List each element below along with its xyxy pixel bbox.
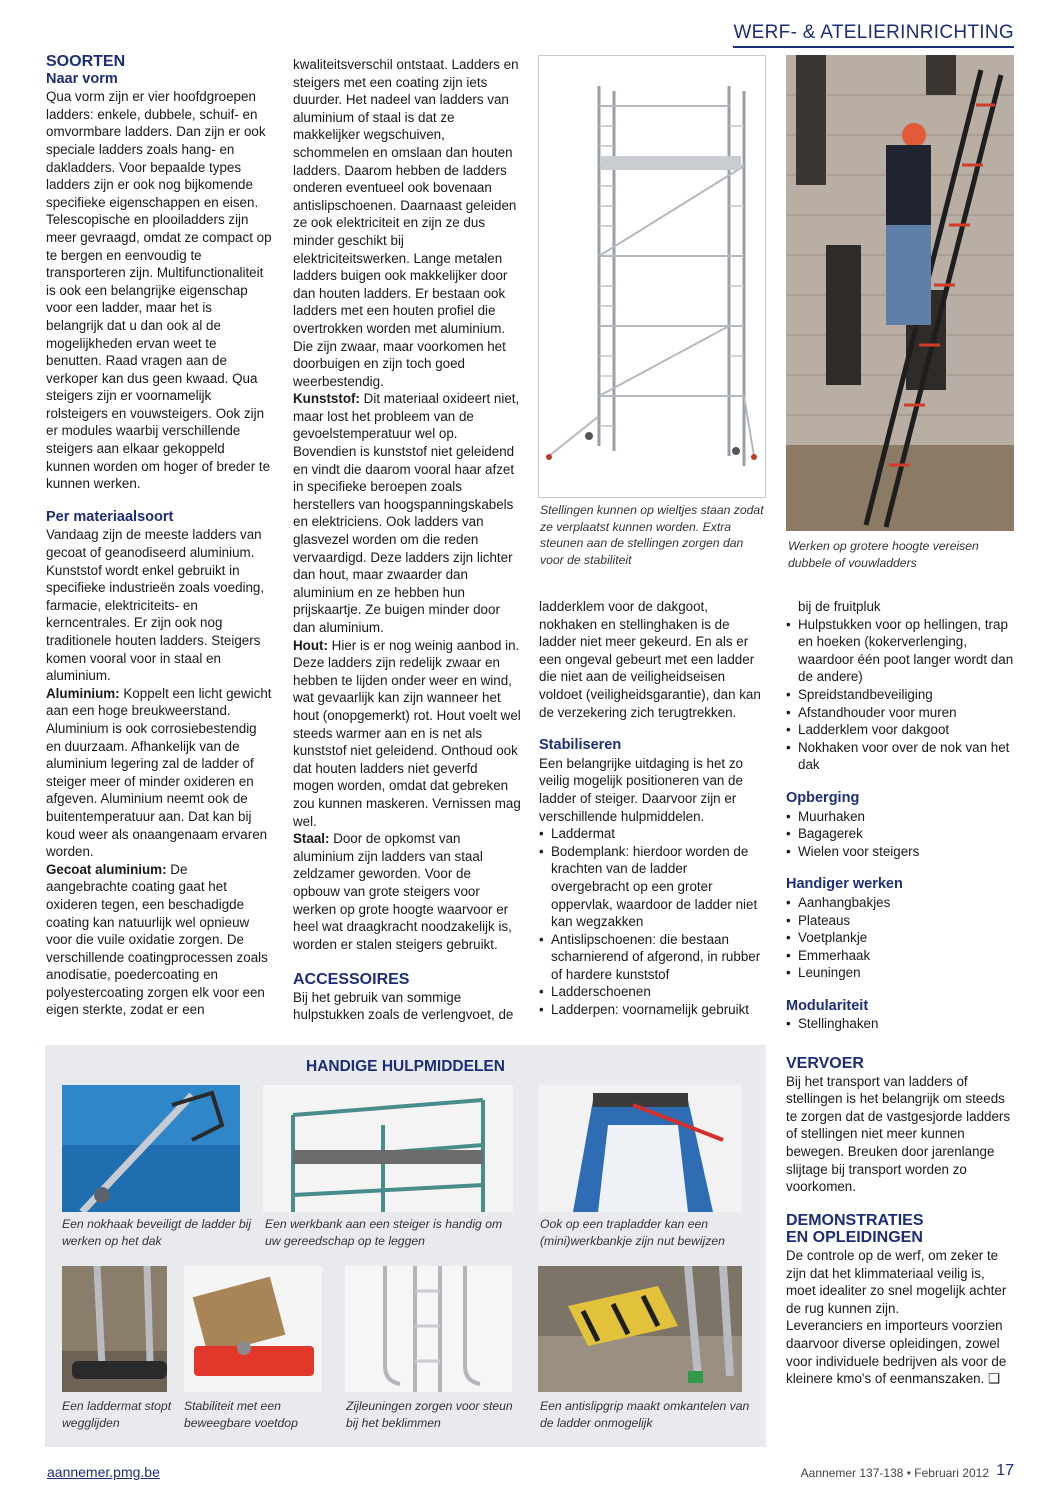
list-continuation: bij de fruitpluk (798, 599, 881, 614)
subheading-handiger-werken: Handiger werken (786, 876, 903, 893)
photo-trapladder-werkbankje (538, 1085, 742, 1212)
paragraph-kunststof (293, 390, 521, 636)
paragraph-vervoer: Bij het transport van ladders of stellingen is het belangrijk om steeds te zorgen dat de vastgesjorde ladders of stellingen niet meer kunnen bewegen. Breuken door jarenlange slijtage bij transport worden zo voorkomen. (786, 1073, 1011, 1195)
caption-nokhaak: Een nokhaak beveiligt de ladder bij werken op het dak (62, 1217, 252, 1248)
caption-zijleuningen: Zijleuningen zorgen voor steun bij het beklimmen (346, 1399, 513, 1430)
lead-hout: Hout: (293, 637, 328, 653)
caption-worker-ladder: Werken op grotere hoogte vereisen dubbele of vouwladders (788, 539, 979, 570)
list-accessoires (786, 616, 1014, 774)
subheading-opberging: Opberging (786, 789, 860, 806)
running-header: WERF- & ATELIERINRICHTING (733, 22, 1014, 48)
column-4 (786, 598, 1014, 1388)
text-staal: Door de opkomst van aluminium zijn ladders van staal zeldzamer geworden. Voor de opbouw van grote steigers voor werken op grote hoogte waarvoor er heel wat draagkracht noodzakelijk is, worden er stalen steigers gebruikt. (293, 831, 512, 952)
paragraph-accessoires: Bij het gebruik van sommige hulpstukken zoals de verlengvoet, de (293, 989, 514, 1023)
lead-staal: Staal: (293, 831, 330, 847)
list-item: • Afstandhouder voor muren (786, 704, 1014, 722)
paragraph-ladderklem: ladderklem voor de dakgoot, nokhaken en stellinghaken is de ladder niet meer gekeurd. En als er een ongeval gebeurt met een ladder die niet aan de veiligheidseisen voldoet (veiligheidsgarantie), dan kan de verzekering zich terugtrekken. (539, 599, 761, 720)
list-item: • Ladderschoenen (539, 983, 765, 1001)
column-3 (539, 598, 765, 1019)
list-modulariteit (786, 1015, 1014, 1033)
list-item: • Emmerhaak (786, 947, 1014, 965)
text-kunststof: Dit materiaal oxideert niet, maar lost het probleem van de gevoelstemperatuur wel op. Bovendien is kunststof niet geleidend en vindt die daarom vooral haar afzet in specifieke beroepen zoals herstellers van hoogspanningskabels en elektriciens. Ook ladders van glasvezel worden om die reden vervaardigd. Deze ladders zijn lichter dan hout, maar zwaarder dan aluminium en ze hebben hun prijskaartje. Ze buigen minder door dan aluminium. (293, 391, 520, 635)
list-item: • Wielen voor steigers (786, 843, 1014, 861)
text-hout: Hier is er nog weinig aanbod in. Deze ladders zijn redelijk zwaar en hebben te lijden onder weer en wind, wat gevaarlijk kan zijn wanneer het hout (onopgemerkt) rot. Hout voelt wel steeds warmer aan en is net als kunststof niet geleidend. Onthoud ook dat houten ladders niet geverfd mogen worden, omdat dat gebreken zou kunnen maskeren. Vernissen mag wel. (293, 637, 521, 829)
list-item: • Nokhaken voor over de nok van het dak (786, 739, 1014, 774)
caption-antislipgrip: Een antislipgrip maakt omkantelen van de ladder onmogelijk (540, 1399, 750, 1430)
list-item: • Ladderklem voor dakgoot (786, 721, 1014, 739)
paragraph-aluminium (46, 685, 272, 861)
photo-laddermat (62, 1266, 167, 1392)
list-handiger-werken (786, 894, 1014, 982)
photo-antislipgrip (538, 1266, 742, 1392)
list-item: • Stellinghaken (786, 1015, 1014, 1033)
paragraph-naar-vorm: Qua vorm zijn er vier hoofdgroepen ladders: enkele, dubbele, schuif- en omvormbare ladders. Dan zijn er ook speciale ladders zoals hang- en dakladders. Voor bepaalde types ladders zijn er ook nog bijkomende specifieke eigenschappen en eisen. Telescopische en plooiladders zijn meer gevraagd, omdat ze compact op te bergen en eenvoudig te transporteren zijn. Multifunctionaliteit is ook een belangrijke eigenschap voor een ladder, maar het is belangrijk dat u dan ook al de mogelijkheden ervan weet te benutten. Raad vragen aan de verkoper kan dus geen kwaad. Qua steigers zijn er voornamelijk rolsteigers en vouwsteigers. Ook zijn er modules waarbij verschillende steigers aan elkaar gekoppeld kunnen worden om hoger of breder te kunnen werken. (46, 89, 272, 492)
section-title-accessoires: ACCESSOIRES (293, 971, 410, 989)
caption-trapladder: Ook op een trapladder kan een (mini)werkbankje zijn nut bewijzen (540, 1217, 725, 1248)
text-gecoat-aluminium: De aangebrachte coating gaat het oxideren tegen, een beschadigde coating kan natuurlijk wel opnieuw voor die vuile oxidatie zorgen. De verschillende coatingprocessen zoals anodisatie, poedercoating en polyestercoating zorgen elk voor een eigen sterkte, zodat er een (46, 861, 268, 1018)
caption-werkbank: Een werkbank aan een steiger is handig om uw gereedschap op te leggen (265, 1217, 503, 1248)
page-number: 17 (996, 1462, 1014, 1479)
end-mark-icon: ❑ (988, 1371, 1001, 1387)
list-item: • Leuningen (786, 964, 1014, 982)
lead-aluminium: Aluminium: (46, 685, 120, 701)
footer-website-link[interactable]: aannemer.pmg.be (47, 1464, 160, 1480)
list-item: • Antislipschoenen: die bestaan scharnierend of afgerond, in rubber of hardere kunststof (539, 931, 765, 984)
list-item: • Laddermat (539, 825, 765, 843)
photo-scaffold-tower (538, 55, 766, 498)
column-2 (293, 56, 521, 1024)
list-item: • Plateaus (786, 912, 1014, 930)
paragraph-hout (293, 637, 521, 831)
list-item: • Bodemplank: hierdoor worden de krachten van de ladder overgebracht op een groter oppervlak, waardoor de ladder niet kan wegzakken (539, 843, 765, 931)
paragraph-per-materiaalsoort: Vandaag zijn de meeste ladders van gecoat of geanodiseerd aluminium. Kunststof wordt enkel gebruikt in specifieke industrieën zoals voeding, farmacie, elektriciteits- en kerncentrales. Er zijn ook nog traditionele houten ladders. Steigers komen vooral voor in staal en aluminium. (46, 527, 265, 684)
text-aluminium: Koppelt een licht gewicht aan een hoge breukweerstand. Aluminium is ook corrosiebestendig en duurzaam. Afhankelijk van de aluminium legering zal de ladder of steiger meer of minder oxideren en afgeven. Aluminium neemt ook de buitentemperatuur aan. Dat kan bij koud weer als onaangenaam ervaren worden. (46, 685, 272, 860)
lead-gecoat-aluminium: Gecoat aluminium: (46, 861, 167, 877)
subheading-modulariteit: Modulariteit (786, 997, 869, 1014)
list-stabiliseren (539, 825, 765, 1019)
list-item: • Aanhangbakjes (786, 894, 1014, 912)
list-item: • Bagagerek (786, 825, 1014, 843)
footer-issue-info: Aannemer 137-138 • Februari 2012 (800, 1466, 989, 1480)
paragraph-stabiliseren: Een belangrijke uitdaging is het zo veilig mogelijk positioneren van de ladder of steiger. Daarvoor zijn er verschillende hulpmiddelen. (539, 755, 743, 824)
subheading-stabiliseren: Stabiliseren (539, 737, 622, 754)
subheading-per-materiaalsoort: Per materiaalsoort (46, 508, 174, 525)
list-item: • Hulpstukken voor op hellingen, trap en hoeken (kokerverlenging, waardoor één poot langer wordt dan de andere) (786, 616, 1014, 686)
box-title: HANDIGE HULPMIDDELEN (306, 1058, 505, 1075)
photo-zijleuningen (345, 1266, 512, 1392)
paragraph-coating-continued: kwaliteitsverschil ontstaat. Ladders en steigers met een coating zijn iets duurder. Het nadeel van ladders van aluminium of staal is dat ze makkelijker wegschuiven, schommelen en omslaan dan houten ladders. Daarom hebben de ladders onderen eventueel ook bovenaan antislipschoenen. Daarnaast geleiden ze ook elektriciteit en zijn ze dus minder geschikt bij elektriciteitswerken. Lange metalen ladders buigen ook makkelijker door dan houten ladders. Er bestaan ook ladders met een houten profiel die overtrokken worden met aluminium. Die zijn zwaar, maar voorkomen het doorbuigen en zijn toch goed weerbestendig. (293, 57, 519, 389)
list-item: • Spreidstandbeveiliging (786, 686, 1014, 704)
caption-laddermat: Een laddermat stopt wegglijden (62, 1399, 172, 1430)
section-title-vervoer: VERVOER (786, 1055, 864, 1073)
paragraph-demonstraties-2: Leveranciers en importeurs voorzien daarvoor diverse opleidingen, zowel voor individuele bedrijven als voor de kleinere kmo's of eenmanszaken. ❑ (786, 1318, 1007, 1387)
subheading-naar-vorm: Naar vorm (46, 70, 118, 87)
column-1 (46, 53, 272, 1019)
list-item: • Ladderpen: voornamelijk gebruikt (539, 1001, 765, 1019)
photo-werkbank (263, 1085, 513, 1212)
photo-nokhaak (62, 1085, 240, 1212)
paragraph-demonstraties-1: De controle op de werf, om zeker te zijn dat het klimmateriaal veilig is, moet idealiter zo snel mogelijk achter de rug kunnen zijn. (786, 1248, 1007, 1316)
paragraph-staal (293, 830, 521, 953)
section-title-demonstraties: DEMONSTRATIES (786, 1211, 924, 1229)
lead-kunststof: Kunststof: (293, 391, 360, 407)
section-title-opleidingen: EN OPLEIDINGEN (786, 1229, 923, 1247)
list-opberging (786, 808, 1014, 861)
photo-voetdop (184, 1266, 322, 1392)
list-item: • Muurhaken (786, 808, 1014, 826)
caption-voetdop: Stabiliteit met een beweegbare voetdop (184, 1399, 298, 1430)
list-item: • Voetplankje (786, 929, 1014, 947)
paragraph-gecoat-aluminium (46, 861, 272, 1019)
photo-worker-on-ladder (786, 55, 1014, 531)
caption-scaffold: Stellingen kunnen op wieltjes staan zodat ze verplaatst kunnen worden. Extra steunen aan de stellingen zorgen dan voor de stabiliteit (540, 503, 764, 567)
section-title-soorten: SOORTEN (46, 53, 126, 70)
